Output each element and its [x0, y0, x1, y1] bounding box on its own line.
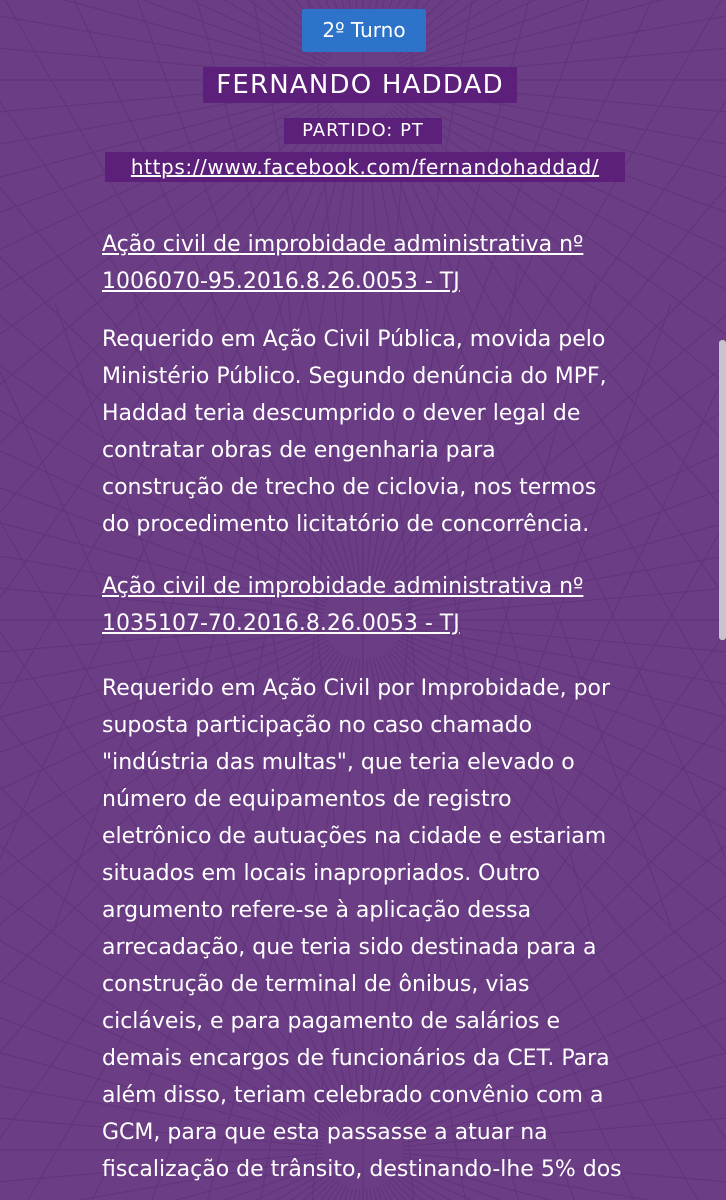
case-1-desc-line: contratar obras de engenharia para — [102, 438, 496, 463]
turno-badge[interactable]: 2º Turno — [302, 9, 426, 52]
case-1-desc-line: Requerido em Ação Civil Pública, movida pelo — [102, 327, 606, 352]
scrollbar[interactable] — [719, 340, 726, 640]
party-label: PARTIDO: PT — [284, 118, 442, 144]
case-1-description — [102, 321, 672, 543]
case-1-title-link[interactable] — [102, 226, 662, 300]
case-2-desc-line: "indústria das multas", que teria elevado o — [102, 750, 575, 775]
case-2-title-line-2[interactable]: 1035107-70.2016.8.26.0053 - TJ — [102, 611, 460, 636]
case-2-desc-line: argumento refere-se à aplicação dessa — [102, 898, 532, 923]
case-2-desc-line: suposta participação no caso chamado — [102, 713, 533, 738]
case-1-desc-line: Haddad teria descumprido o dever legal de — [102, 401, 581, 426]
case-2-desc-line: situados em locais inapropriados. Outro — [102, 861, 541, 886]
case-1-desc-line: construção de trecho de ciclovia, nos termos — [102, 475, 597, 500]
case-2-desc-line: Requerido em Ação Civil por Improbidade, por — [102, 676, 611, 701]
case-2-desc-line: GCM, para que esta passasse a atuar na — [102, 1120, 548, 1145]
case-2-desc-line: construção de terminal de ônibus, vias — [102, 972, 530, 997]
case-2-desc-line: arrecadação, que teria sido destinada para a — [102, 935, 597, 960]
case-2-desc-line: eletrônico de autuações na cidade e estariam — [102, 824, 607, 849]
case-2-desc-line: cicláveis, e para pagamento de salários e — [102, 1009, 561, 1034]
case-1-title-line-2[interactable]: 1006070-95.2016.8.26.0053 - TJ — [102, 269, 460, 294]
case-2-desc-line: além disso, teriam celebrado convênio com a — [102, 1083, 604, 1108]
case-1-desc-line: do procedimento licitatório de concorrência. — [102, 512, 590, 537]
case-2-title-link[interactable] — [102, 568, 662, 642]
case-1-title-line-1[interactable]: Ação civil de improbidade administrativa nº — [102, 232, 584, 257]
candidate-name: FERNANDO HADDAD — [203, 67, 517, 103]
case-1-desc-line: Ministério Público. Segundo denúncia do MPF, — [102, 364, 607, 389]
facebook-link[interactable]: https://www.facebook.com/fernandohaddad/ — [105, 152, 625, 182]
case-2-desc-line: fiscalização de trânsito, destinando-lhe 5% dos — [102, 1157, 622, 1182]
case-2-desc-line: demais encargos de funcionários da CET. Para — [102, 1046, 610, 1071]
case-2-title-line-1[interactable]: Ação civil de improbidade administrativa nº — [102, 574, 584, 599]
case-2-description — [102, 670, 672, 1188]
case-2-desc-line: número de equipamentos de registro — [102, 787, 512, 812]
